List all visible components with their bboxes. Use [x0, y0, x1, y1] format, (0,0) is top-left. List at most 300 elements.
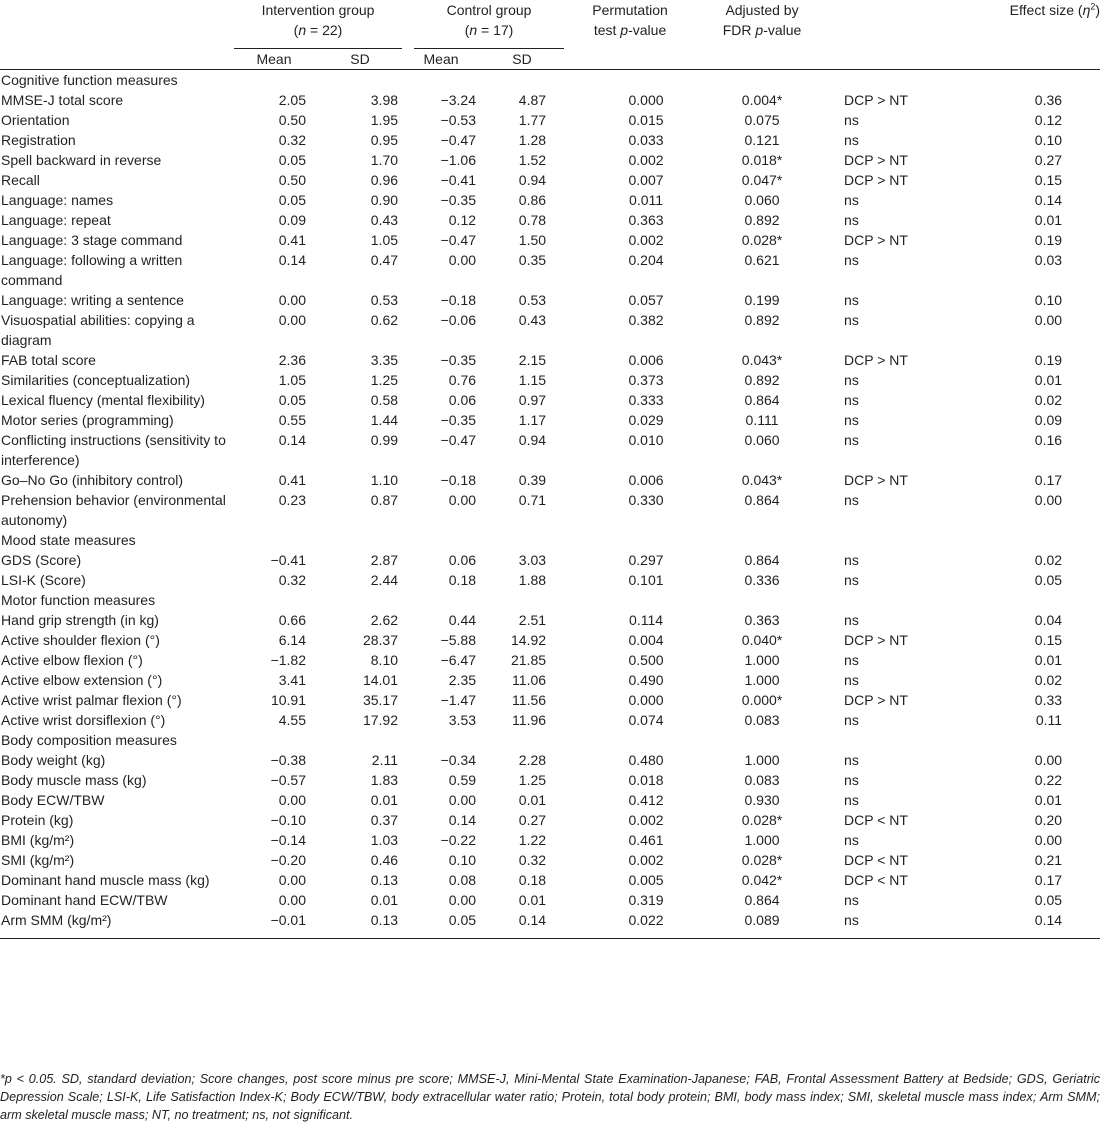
- measure-cell: Registration: [1, 132, 76, 148]
- control-mean-cell: −0.35: [440, 412, 477, 428]
- table-row: [0, 430, 1100, 470]
- control-sd-cell: 4.87: [518, 92, 547, 108]
- table-row: [0, 370, 1100, 390]
- measure-cell: Language: 3 stage command: [1, 232, 183, 248]
- measure-cell: Language: names: [1, 192, 114, 208]
- table-row: [0, 470, 1100, 490]
- control-sd-cell: 1.28: [518, 132, 547, 148]
- fdr-p-cell: 0.892: [744, 372, 780, 388]
- control-sd-cell: 2.28: [518, 752, 547, 768]
- table-row: [0, 250, 1100, 290]
- effect-size-cell: 0.00: [1034, 752, 1063, 768]
- intervention-mean-cell: 0.14: [278, 432, 306, 448]
- effect-size-cell: 0.04: [1034, 612, 1063, 628]
- control-mean-cell: 0.00: [448, 492, 477, 508]
- measure-cell: Dominant hand muscle mass (kg): [1, 872, 210, 888]
- intervention-sd-cell: 0.43: [370, 212, 399, 228]
- comparison-cell: ns: [844, 492, 859, 508]
- comparison-cell: DCP > NT: [844, 152, 908, 168]
- control-sd-cell: 0.01: [518, 892, 547, 908]
- control-sd-cell: 1.50: [518, 232, 547, 248]
- fdr-p-cell: 0.930: [744, 792, 780, 808]
- fdr-p-cell: 0.111: [745, 412, 779, 428]
- intervention-sd-cell: 1.83: [370, 772, 399, 788]
- permutation-p-cell: 0.382: [628, 312, 664, 328]
- fdr-p-cell: 1.000: [744, 652, 780, 668]
- control-sd-cell: 1.88: [518, 572, 547, 588]
- control-sd-cell: 0.32: [518, 852, 547, 868]
- comparison-cell: ns: [844, 652, 859, 668]
- control-sd-cell: 0.86: [518, 192, 547, 208]
- control-sd-cell: 21.85: [510, 652, 547, 668]
- intervention-sd-cell: 0.58: [370, 392, 399, 408]
- fdr-p-cell: 1.000: [744, 752, 780, 768]
- permutation-p-cell: 0.461: [628, 832, 664, 848]
- intervention-mean-cell: 6.14: [278, 632, 306, 648]
- fdr-line2: FDR p-value: [722, 22, 802, 38]
- intervention-mean-cell: −0.14: [270, 832, 306, 848]
- comparison-cell: ns: [844, 912, 859, 928]
- intervention-sd-cell: 0.87: [370, 492, 399, 508]
- control-sd-cell: 2.15: [518, 352, 547, 368]
- intervention-mean-cell: 0.32: [278, 132, 306, 148]
- fdr-p-cell: 0.864: [744, 892, 780, 908]
- intervention-sd-cell: 2.11: [371, 752, 399, 768]
- effect-size-cell: 0.00: [1034, 312, 1063, 328]
- intervention-mean-cell: 0.50: [278, 112, 306, 128]
- intervention-sd-cell: 2.62: [370, 612, 399, 628]
- control-sd-cell: 0.27: [518, 812, 547, 828]
- table-row: [0, 410, 1100, 430]
- intervention-sd-cell: 28.37: [362, 632, 399, 648]
- measure-cell: Arm SMM (kg/m²): [1, 912, 112, 928]
- fdr-p-cell: 0.336: [744, 572, 780, 588]
- measure-cell: Motor series (programming): [1, 412, 174, 428]
- effect-size-cell: 0.27: [1034, 152, 1063, 168]
- permutation-p-cell: 0.015: [628, 112, 664, 128]
- control-mean-cell: −0.35: [440, 192, 477, 208]
- bottom-rule: [0, 939, 1100, 940]
- fdr-p-cell: 1.000: [744, 672, 780, 688]
- control-mean-header: Mean: [423, 51, 459, 67]
- control-sd-cell: 0.18: [518, 872, 547, 888]
- effect-size-cell: 0.36: [1034, 92, 1063, 108]
- effect-size-cell: 0.17: [1034, 872, 1063, 888]
- header-comparison-blank: [830, 0, 982, 49]
- table-row: [0, 750, 1100, 770]
- control-sd-cell: 2.51: [518, 612, 547, 628]
- fdr-p-cell: 0.047*: [741, 172, 783, 188]
- measure-cell: Active elbow flexion (°): [1, 652, 143, 668]
- effect-size-cell: 0.15: [1034, 172, 1063, 188]
- effect-size-cell: 0.03: [1034, 252, 1063, 268]
- fdr-p-cell: 0.864: [744, 552, 780, 568]
- effect-size-cell: 0.01: [1034, 372, 1063, 388]
- intervention-sd-cell: 0.95: [370, 132, 399, 148]
- effect-size-cell: 0.05: [1034, 892, 1063, 908]
- table-row: [0, 790, 1100, 810]
- intervention-mean-cell: 2.36: [278, 352, 306, 368]
- control-mean-cell: 0.00: [448, 792, 477, 808]
- table-row: [0, 130, 1100, 150]
- table-row: [0, 850, 1100, 870]
- effect-size-cell: 0.10: [1034, 292, 1063, 308]
- section-header: [0, 70, 1100, 91]
- effect-size-cell: 0.14: [1034, 192, 1063, 208]
- intervention-mean-cell: 0.41: [278, 472, 306, 488]
- header-row-sub: [0, 49, 1100, 70]
- intervention-mean-cell: 3.41: [278, 672, 306, 688]
- effect-size-cell: 0.10: [1034, 132, 1063, 148]
- comparison-cell: DCP < NT: [844, 852, 908, 868]
- comparison-cell: ns: [844, 572, 859, 588]
- intervention-sd-cell: 0.90: [370, 192, 399, 208]
- intervention-sd-cell: 0.96: [370, 172, 399, 188]
- control-sd-cell: 1.25: [518, 772, 547, 788]
- control-mean-cell: −5.88: [440, 632, 477, 648]
- permutation-p-cell: 0.002: [628, 812, 664, 828]
- intervention-mean-cell: −0.01: [270, 912, 306, 928]
- fdr-line1: Adjusted by: [725, 2, 799, 18]
- control-mean-cell: −0.41: [440, 172, 477, 188]
- intervention-mean-cell: −0.41: [270, 552, 306, 568]
- permutation-p-cell: 0.000: [628, 92, 664, 108]
- comparison-cell: DCP > NT: [844, 692, 908, 708]
- measure-cell: Spell backward in reverse: [1, 152, 162, 168]
- table-row: [0, 230, 1100, 250]
- control-sd-cell: 0.97: [518, 392, 547, 408]
- section-title: Cognitive function measures: [1, 72, 178, 88]
- control-mean-cell: −0.34: [440, 752, 477, 768]
- intervention-mean-cell: 0.41: [278, 232, 306, 248]
- intervention-mean-cell: 0.00: [278, 892, 306, 908]
- intervention-sd-cell: 0.99: [370, 432, 399, 448]
- intervention-sd-cell: 1.05: [370, 232, 399, 248]
- header-intervention-group: [232, 0, 404, 49]
- measure-cell: Active elbow extension (°): [1, 672, 163, 688]
- table-row: [0, 390, 1100, 410]
- intervention-mean-cell: −0.38: [270, 752, 306, 768]
- permutation-p-cell: 0.004: [628, 632, 664, 648]
- comparison-cell: ns: [844, 392, 859, 408]
- measure-cell: SMI (kg/m²): [1, 852, 75, 868]
- control-sd-cell: 0.14: [518, 912, 547, 928]
- permutation-p-cell: 0.500: [628, 652, 664, 668]
- section-title: Body composition measures: [1, 732, 177, 748]
- table-row: [0, 770, 1100, 790]
- table-row: [0, 670, 1100, 690]
- comparison-cell: ns: [844, 552, 859, 568]
- table-row: [0, 630, 1100, 650]
- intervention-mean-cell: 0.32: [278, 572, 306, 588]
- permutation-p-cell: 0.373: [628, 372, 664, 388]
- effect-size-cell: 0.11: [1035, 712, 1063, 728]
- intervention-mean-cell: −1.82: [270, 652, 306, 668]
- table-row: [0, 870, 1100, 890]
- measure-cell: Active wrist dorsiflexion (°): [1, 712, 166, 728]
- control-mean-cell: −0.18: [440, 472, 477, 488]
- intervention-sd-cell: 0.01: [370, 892, 399, 908]
- permutation-p-cell: 0.000: [628, 692, 664, 708]
- intervention-sd-cell: 17.92: [362, 712, 399, 728]
- permutation-line2: test p-value: [593, 22, 667, 38]
- intervention-sd-cell: 2.44: [370, 572, 399, 588]
- control-mean-cell: 0.06: [448, 392, 477, 408]
- intervention-mean-cell: −0.20: [270, 852, 306, 868]
- header-measure-blank: [0, 0, 232, 49]
- measure-cell: LSI-K (Score): [1, 572, 86, 588]
- permutation-p-cell: 0.005: [628, 872, 664, 888]
- intervention-mean-cell: 0.05: [278, 392, 306, 408]
- intervention-mean-cell: 0.23: [278, 492, 306, 508]
- header-row-top: [0, 0, 1100, 49]
- measure-cell: Hand grip strength (in kg): [1, 612, 159, 628]
- fdr-p-cell: 0.892: [744, 212, 780, 228]
- intervention-mean-cell: 0.00: [278, 792, 306, 808]
- measure-cell: Body muscle mass (kg): [1, 772, 147, 788]
- measure-cell: BMI (kg/m²): [1, 832, 75, 848]
- intervention-mean-header: Mean: [256, 51, 292, 67]
- fdr-p-cell: 0.121: [744, 132, 780, 148]
- effect-size-cell: 0.33: [1034, 692, 1063, 708]
- comparison-cell: ns: [844, 432, 859, 448]
- fdr-p-cell: 0.043*: [741, 472, 783, 488]
- comparison-cell: DCP < NT: [844, 872, 908, 888]
- effect-size-cell: 0.19: [1034, 232, 1063, 248]
- permutation-p-cell: 0.002: [628, 852, 664, 868]
- intervention-sd-cell: 0.47: [370, 252, 399, 268]
- intervention-mean-cell: 0.55: [278, 412, 306, 428]
- fdr-p-cell: 0.060: [744, 192, 780, 208]
- permutation-p-cell: 0.330: [628, 492, 664, 508]
- comparison-cell: ns: [844, 832, 859, 848]
- fdr-p-cell: 0.028*: [741, 232, 783, 248]
- intervention-sd-cell: 1.70: [370, 152, 399, 168]
- control-sd-cell: 1.17: [518, 412, 547, 428]
- table-row: [0, 310, 1100, 350]
- intervention-sd-cell: 0.13: [370, 872, 399, 888]
- fdr-p-cell: 0.043*: [741, 352, 783, 368]
- fdr-p-cell: 0.621: [744, 252, 780, 268]
- comparison-cell: ns: [844, 112, 859, 128]
- comparison-cell: ns: [844, 192, 859, 208]
- intervention-sd-cell: 0.62: [370, 312, 399, 328]
- control-sd-cell: 1.22: [518, 832, 547, 848]
- effect-size-cell: 0.00: [1034, 832, 1063, 848]
- measure-cell: Conflicting instructions (sensitivity to interference): [1, 432, 226, 468]
- control-sd-cell: 1.52: [518, 152, 547, 168]
- comparison-cell: ns: [844, 212, 859, 228]
- comparison-cell: DCP > NT: [844, 352, 908, 368]
- section-title: Mood state measures: [1, 532, 136, 548]
- table-row: [0, 150, 1100, 170]
- comparison-cell: ns: [844, 712, 859, 728]
- measure-cell: FAB total score: [1, 352, 96, 368]
- fdr-p-cell: 0.083: [744, 712, 780, 728]
- comparison-cell: ns: [844, 252, 859, 268]
- fdr-p-cell: 0.864: [744, 492, 780, 508]
- intervention-sd-cell: 0.37: [370, 812, 399, 828]
- table-row: [0, 710, 1100, 730]
- control-n: (n = 17): [464, 22, 514, 38]
- comparison-cell: ns: [844, 672, 859, 688]
- intervention-sd-cell: 2.87: [370, 552, 399, 568]
- intervention-sd-cell: 1.03: [370, 832, 399, 848]
- table-row: [0, 190, 1100, 210]
- permutation-p-cell: 0.033: [628, 132, 664, 148]
- permutation-p-cell: 0.333: [628, 392, 664, 408]
- control-mean-cell: 0.06: [448, 552, 477, 568]
- measure-cell: Dominant hand ECW/TBW: [1, 892, 168, 908]
- measure-cell: GDS (Score): [1, 552, 82, 568]
- table-row: [0, 570, 1100, 590]
- measure-cell: Language: repeat: [1, 212, 111, 228]
- header-permutation: [566, 0, 694, 49]
- permutation-p-cell: 0.297: [628, 552, 664, 568]
- table-row: [0, 910, 1100, 939]
- comparison-cell: DCP > NT: [844, 232, 908, 248]
- fdr-p-cell: 0.060: [744, 432, 780, 448]
- comparison-cell: DCP > NT: [844, 172, 908, 188]
- fdr-p-cell: 0.199: [744, 292, 780, 308]
- measure-cell: Active shoulder flexion (°): [1, 632, 160, 648]
- permutation-p-cell: 0.029: [628, 412, 664, 428]
- intervention-sd-cell: 35.17: [362, 692, 399, 708]
- control-sd-header: SD: [512, 51, 532, 67]
- effect-size-cell: 0.01: [1034, 792, 1063, 808]
- control-sd-cell: 0.53: [518, 292, 547, 308]
- effect-size-cell: 0.01: [1034, 652, 1063, 668]
- intervention-mean-cell: −0.10: [270, 812, 306, 828]
- effect-size-cell: 0.00: [1034, 492, 1063, 508]
- fdr-p-cell: 0.892: [744, 312, 780, 328]
- header-fdr: [694, 0, 830, 49]
- fdr-p-cell: 0.042*: [741, 872, 783, 888]
- measure-cell: Prehension behavior (environmental autonomy): [1, 492, 226, 528]
- effect-size-cell: 0.22: [1034, 772, 1063, 788]
- control-mean-cell: −3.24: [440, 92, 477, 108]
- comparison-cell: DCP < NT: [844, 812, 908, 828]
- intervention-mean-cell: 0.00: [278, 872, 306, 888]
- fdr-p-cell: 0.028*: [741, 852, 783, 868]
- permutation-p-cell: 0.114: [629, 612, 664, 628]
- intervention-mean-cell: −0.57: [270, 772, 306, 788]
- control-sd-cell: 0.39: [518, 472, 547, 488]
- table-row: [0, 830, 1100, 850]
- table-row: [0, 650, 1100, 670]
- control-sd-cell: 1.77: [518, 112, 547, 128]
- intervention-mean-cell: 0.05: [278, 152, 306, 168]
- control-mean-cell: 0.44: [448, 612, 477, 628]
- table-row: [0, 350, 1100, 370]
- comparison-cell: ns: [844, 752, 859, 768]
- measure-cell: Language: writing a sentence: [1, 292, 184, 308]
- effect-size-cell: 0.01: [1034, 212, 1063, 228]
- control-mean-cell: 0.59: [448, 772, 477, 788]
- permutation-p-cell: 0.057: [628, 292, 664, 308]
- header-control-group: [404, 0, 566, 49]
- control-sd-cell: 0.01: [518, 792, 547, 808]
- control-mean-cell: −0.47: [440, 132, 477, 148]
- measure-cell: MMSE-J total score: [1, 92, 124, 108]
- table-row: [0, 170, 1100, 190]
- effect-size-cell: 0.09: [1034, 412, 1063, 428]
- control-mean-cell: 0.10: [448, 852, 477, 868]
- effect-size-cell: 0.21: [1034, 852, 1063, 868]
- control-mean-cell: −0.47: [440, 432, 477, 448]
- measure-cell: Active wrist palmar flexion (°): [1, 692, 182, 708]
- control-sd-cell: 0.78: [518, 212, 547, 228]
- permutation-p-cell: 0.006: [628, 472, 664, 488]
- fdr-p-cell: 1.000: [744, 832, 780, 848]
- comparison-cell: ns: [844, 292, 859, 308]
- measure-cell: Similarities (conceptualization): [1, 372, 191, 388]
- control-mean-cell: 0.05: [448, 912, 477, 928]
- fdr-p-cell: 0.028*: [741, 812, 783, 828]
- measure-cell: Orientation: [1, 112, 70, 128]
- intervention-sd-header: SD: [350, 51, 370, 67]
- control-sd-cell: 11.96: [512, 712, 547, 728]
- fdr-p-cell: 0.040*: [741, 632, 783, 648]
- effect-size-cell: 0.02: [1034, 552, 1063, 568]
- table-row: [0, 290, 1100, 310]
- measure-cell: Protein (kg): [1, 812, 74, 828]
- control-mean-cell: −0.06: [440, 312, 477, 328]
- intervention-sd-cell: 1.44: [370, 412, 399, 428]
- section-title: Motor function measures: [1, 592, 156, 608]
- control-sd-cell: 0.71: [518, 492, 547, 508]
- effect-size-cell: 0.02: [1034, 672, 1063, 688]
- control-sd-cell: 14.92: [510, 632, 547, 648]
- control-mean-cell: −0.35: [440, 352, 477, 368]
- control-mean-cell: 0.18: [448, 572, 477, 588]
- effect-size-cell: 0.20: [1034, 812, 1063, 828]
- intervention-mean-cell: 0.09: [278, 212, 306, 228]
- section-header: [0, 530, 1100, 550]
- control-mean-cell: 0.00: [448, 892, 477, 908]
- control-mean-cell: −0.53: [440, 112, 477, 128]
- fdr-p-cell: 0.089: [744, 912, 780, 928]
- table-row: [0, 490, 1100, 530]
- permutation-p-cell: 0.074: [628, 712, 664, 728]
- intervention-mean-cell: 10.91: [270, 692, 306, 708]
- effect-size-cell: 0.02: [1034, 392, 1063, 408]
- control-sd-cell: 0.43: [518, 312, 547, 328]
- intervention-sd-cell: 8.10: [370, 652, 399, 668]
- intervention-mean-cell: 0.50: [278, 172, 306, 188]
- intervention-sd-cell: 0.13: [370, 912, 399, 928]
- control-mean-cell: −0.22: [440, 832, 477, 848]
- effect-size-cell: 0.12: [1034, 112, 1063, 128]
- comparison-cell: ns: [844, 772, 859, 788]
- fdr-p-cell: 0.083: [744, 772, 780, 788]
- control-mean-cell: 0.00: [448, 252, 477, 268]
- section-header: [0, 730, 1100, 750]
- measure-cell: Body weight (kg): [1, 752, 106, 768]
- table-row: [0, 810, 1100, 830]
- intervention-mean-cell: 4.55: [278, 712, 306, 728]
- permutation-p-cell: 0.204: [628, 252, 664, 268]
- measure-cell: Visuospatial abilities: copying a diagram: [1, 312, 195, 348]
- permutation-p-cell: 0.011: [629, 192, 664, 208]
- control-mean-cell: 0.76: [448, 372, 477, 388]
- comparison-cell: ns: [844, 412, 859, 428]
- control-mean-cell: 3.53: [448, 712, 477, 728]
- measure-cell: Body ECW/TBW: [1, 792, 105, 808]
- intervention-mean-cell: 0.14: [278, 252, 306, 268]
- control-sd-cell: 0.94: [518, 432, 547, 448]
- control-mean-cell: −0.47: [440, 232, 477, 248]
